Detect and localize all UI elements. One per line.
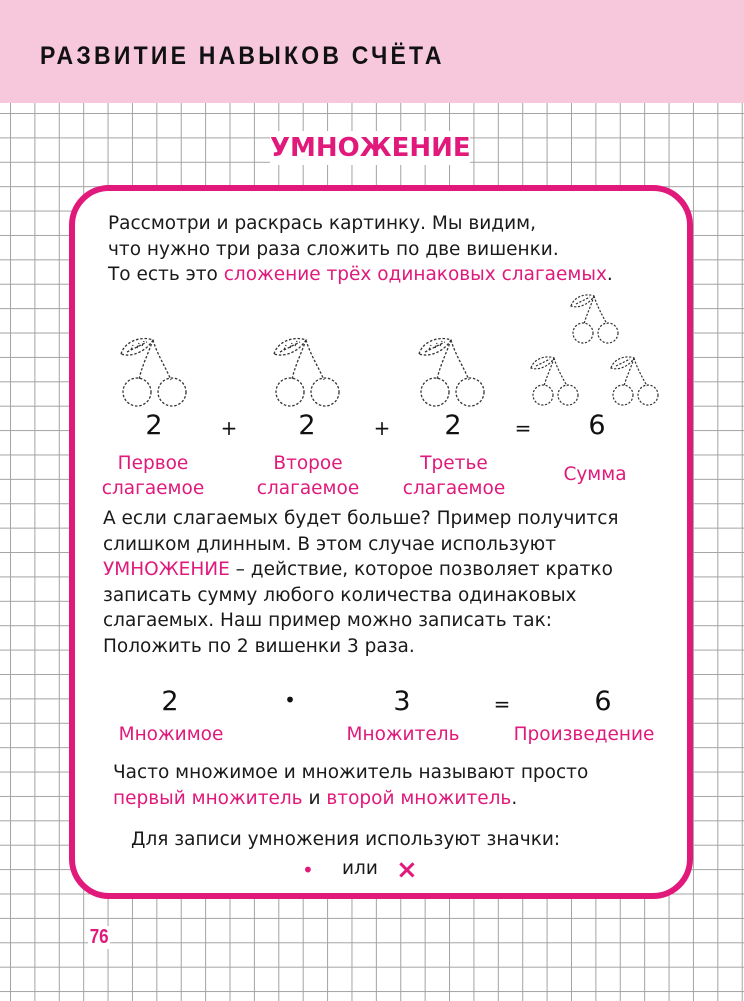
addend-1-label [93, 451, 213, 501]
addend-3: 2 [444, 410, 462, 441]
addend-1: 2 [145, 410, 163, 441]
first-factor-term: первый множитель [113, 787, 303, 809]
explanation-paragraph [103, 506, 619, 659]
addend-2-label [248, 451, 368, 501]
product-value: 6 [594, 686, 612, 717]
equals-sign-1: = [514, 416, 532, 440]
explanation-line-4: записать сумму любого количества одинаковых [103, 584, 577, 606]
cross-sign-icon: × [396, 855, 418, 885]
intro-line-1: Рассмотри и раскрась картинку. Мы видим, [108, 213, 536, 234]
product-label: Произведение [513, 724, 655, 745]
intro-line-3-prefix: То есть это [108, 264, 224, 285]
explanation-line-6: Положить по 2 вишенки 3 раза. [103, 635, 415, 657]
intro-line-3-suffix: . [606, 264, 613, 285]
multiplier-label: Множитель [346, 724, 460, 745]
addend-2-label-line-2: слагаемое [256, 478, 360, 499]
addend-2-label-line-1: Второе [273, 453, 343, 474]
page-number: 76 [89, 926, 109, 948]
multiplicand-label: Множимое [118, 724, 224, 745]
addend-2: 2 [298, 410, 316, 441]
cherry-pair-3-icon [413, 332, 493, 412]
plus-sign-2: + [373, 416, 391, 440]
or-text: или [342, 858, 378, 879]
explanation-line-3-suffix: – действие, которое позволяет кратко [229, 559, 613, 580]
equals-sign-2: = [493, 692, 511, 716]
intro-highlight: сложение трёх одинаковых слагаемых [223, 264, 607, 285]
explanation-line-1: А если слагаемых будет больше? Пример получится [103, 508, 619, 529]
factors-paragraph [113, 760, 588, 811]
header-band [0, 0, 744, 103]
signs-intro: Для записи умножения используют значки: [131, 829, 561, 850]
header-title: РАЗВИТИЕ НАВЫКОВ СЧЁТА [40, 42, 445, 70]
addend-3-label [394, 451, 514, 501]
intro-line-2: что нужно три раза сложить по две вишенки. [108, 238, 559, 260]
multiplicand-value: 2 [161, 686, 179, 717]
explanation-line-5: слагаемых. Наш пример можно записать так: [103, 610, 553, 631]
addend-1-label-line-2: слагаемое [101, 478, 205, 499]
lesson-title: УМНОЖЕНИЕ [270, 133, 471, 163]
addend-3-label-line-1: Третье [420, 453, 488, 474]
sum-value: 6 [588, 410, 606, 441]
intro-line-3 [108, 262, 613, 288]
sum-label: Сумма [563, 464, 627, 485]
intro-paragraph [108, 211, 613, 288]
second-factor-term: второй множитель [326, 787, 512, 809]
factors-suffix: . [511, 787, 518, 809]
addend-1-label-line-1: Первое [117, 453, 189, 474]
factors-line-2 [113, 786, 588, 812]
addend-3-label-line-2: слагаемое [402, 478, 506, 499]
cherry-pyramid-icon [525, 290, 665, 415]
dot-sign-icon: • [302, 858, 314, 882]
factors-line-1: Часто множимое и множитель называют просто [113, 762, 589, 783]
factors-connector: и [302, 787, 327, 809]
explanation-line-3 [103, 557, 619, 583]
multiplication-term: УМНОЖЕНИЕ [103, 559, 230, 580]
explanation-line-2: слишком длинным. В этом случае используют [103, 533, 557, 555]
multiplier-value: 3 [393, 686, 411, 717]
plus-sign-1: + [220, 416, 238, 440]
cherry-pair-1-icon [115, 332, 195, 412]
multiplication-dot: • [284, 688, 296, 712]
cherry-pair-2-icon [268, 332, 348, 412]
